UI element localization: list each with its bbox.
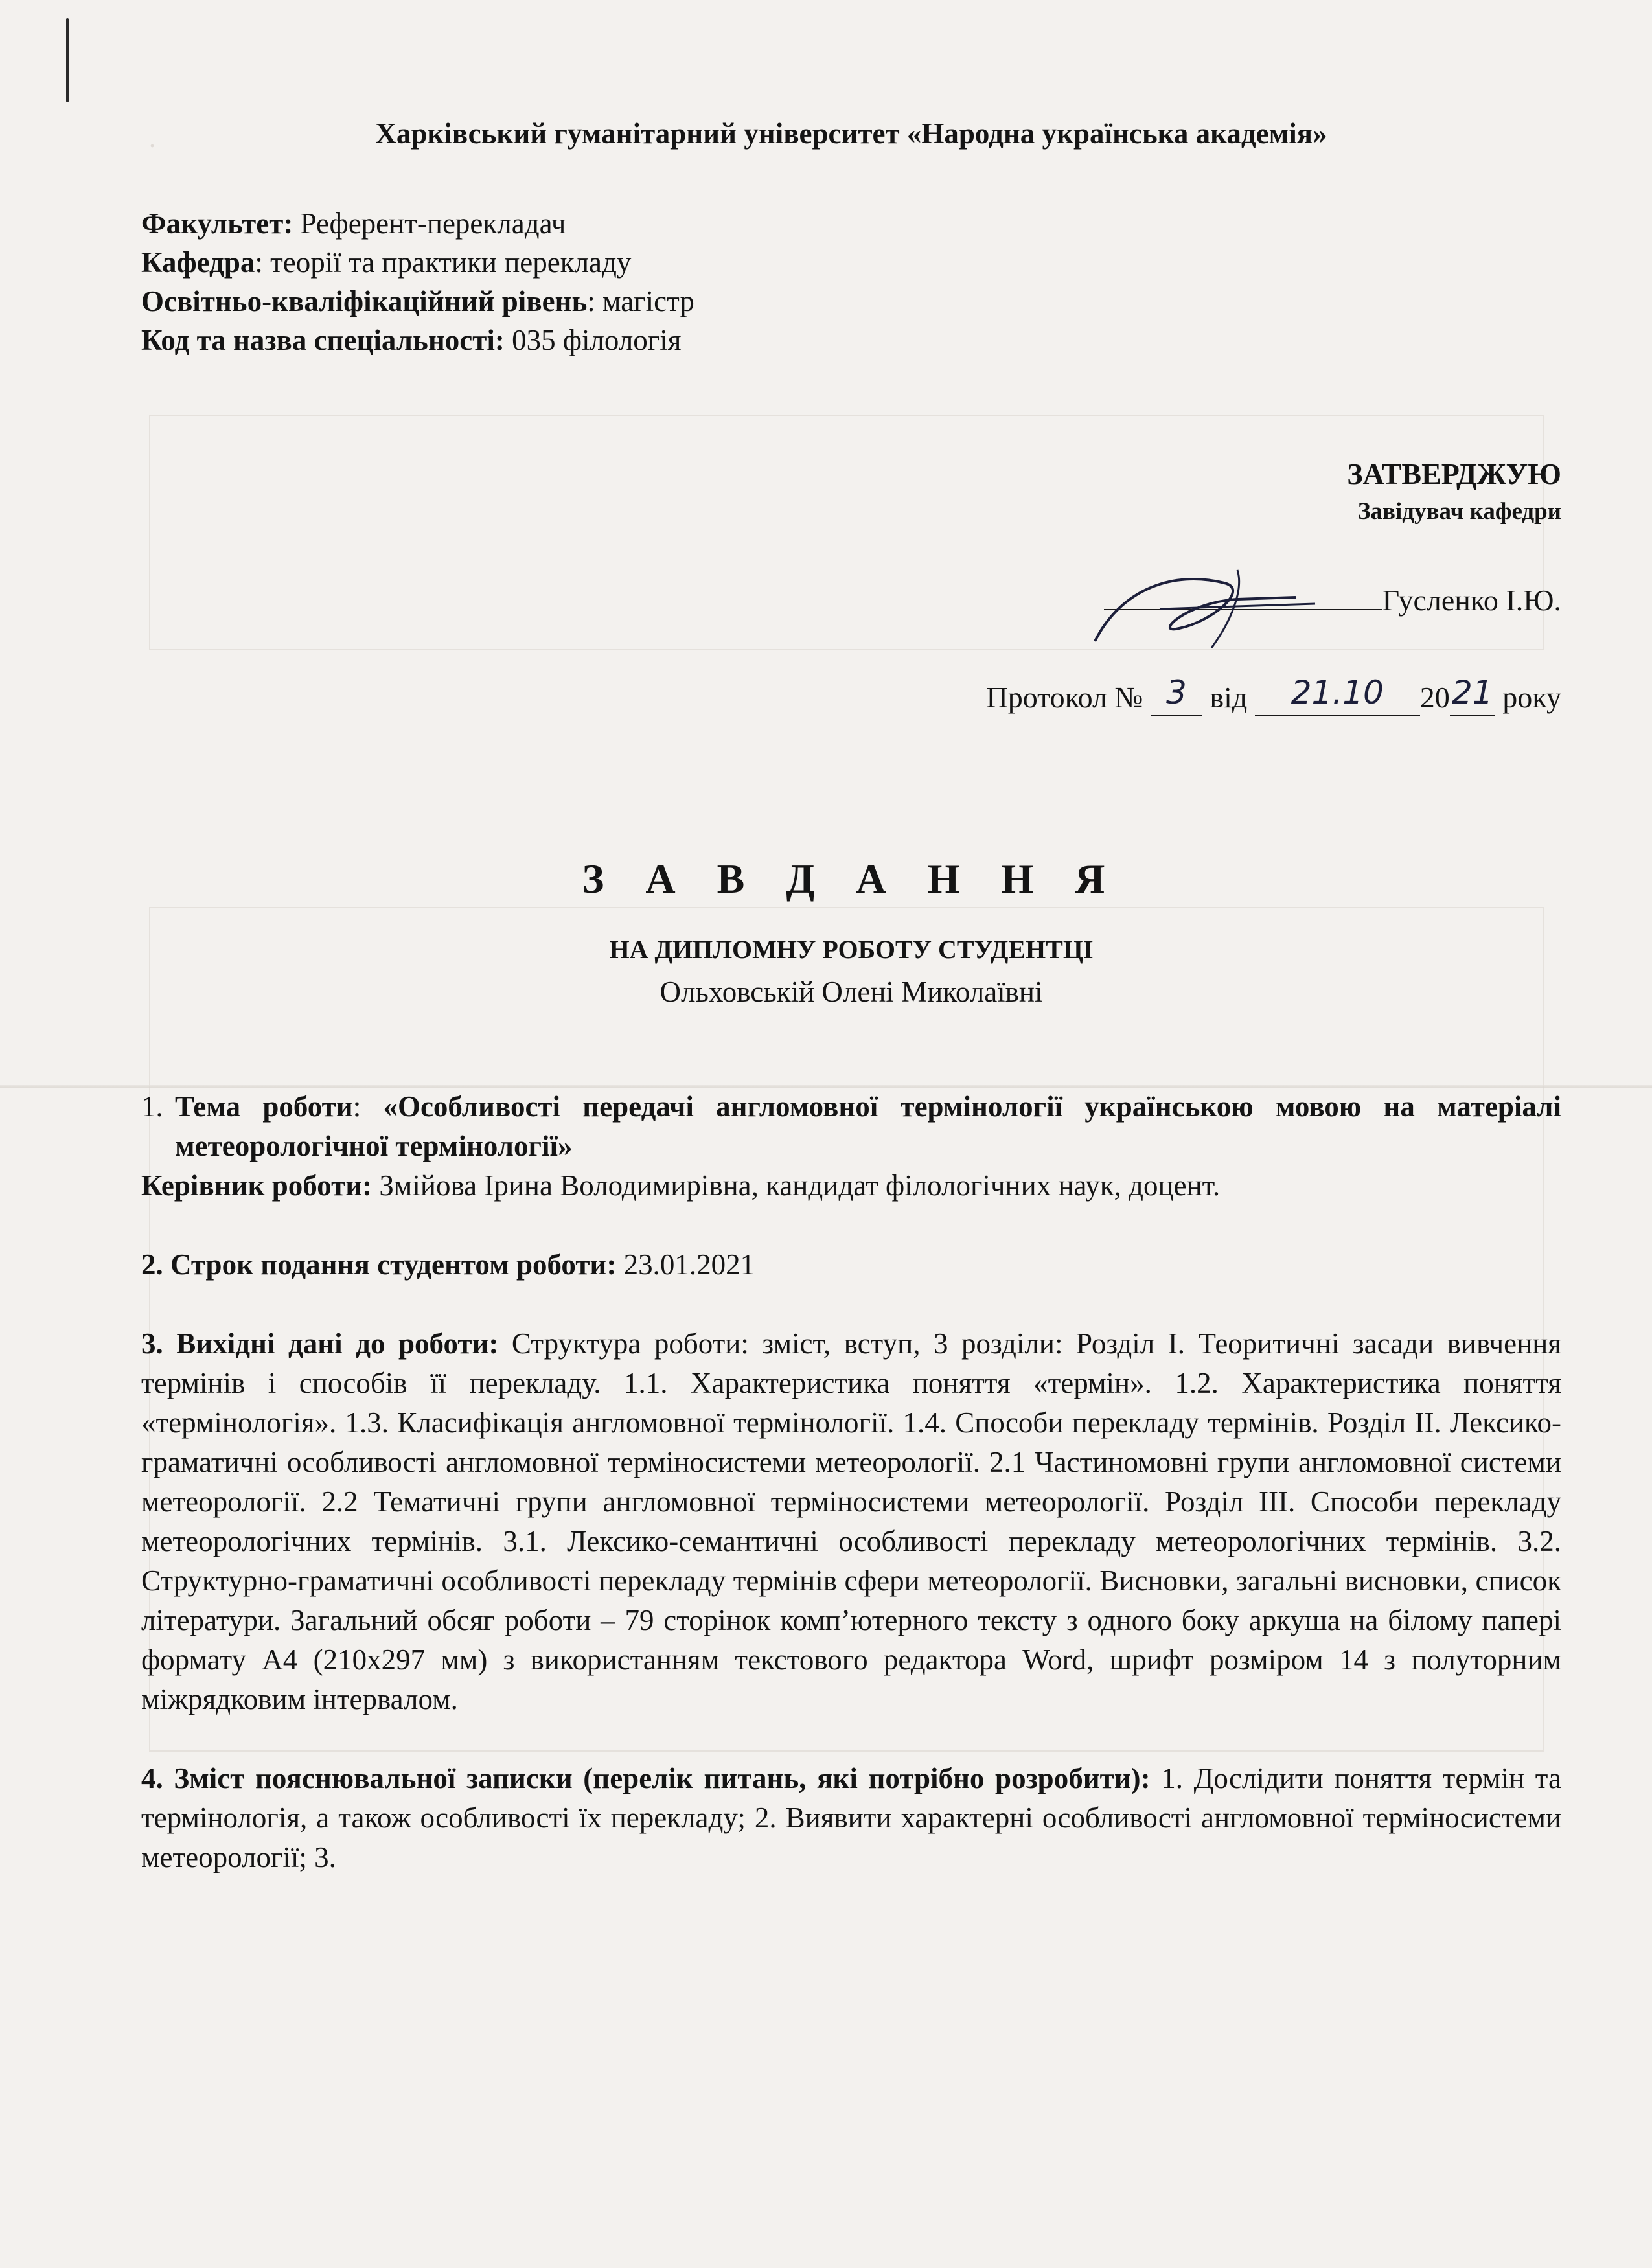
meta-specialty: Код та назва спеціальності: 035 філологія bbox=[141, 324, 682, 356]
protocol-date: 21.10 bbox=[1291, 674, 1384, 711]
head-name: Гусленко І.Ю. bbox=[1382, 584, 1561, 617]
supervisor-line: Керівник роботи: Змійова Ірина Володимирівна, кандидат філологічних наук, доцент. bbox=[141, 1169, 1221, 1202]
deadline-line: 2. Строк подання студентом роботи: 23.01.2021 bbox=[141, 1248, 755, 1281]
protocol-date-field bbox=[1255, 674, 1420, 716]
meta-faculty: Факультет: Референт-перекладач bbox=[141, 207, 566, 240]
contents-paragraph: 4. Зміст пояснювальної записки (перелік питань, які потрібно розробити): 1. Дослідити поняття термін та термінологія, а також особливості їх перекладу; 2. Виявити характерні особливості англомовної терміносистеми метеорології; 3. bbox=[141, 1762, 1561, 1873]
task-body bbox=[141, 1087, 1561, 1877]
approval-title: ЗАТВЕРДЖУЮ bbox=[1347, 457, 1561, 490]
topic-label: Тема роботи bbox=[175, 1090, 353, 1123]
protocol-number: 3 bbox=[1165, 674, 1187, 711]
bleed-through-reverse-side: . bbox=[0, 0, 1652, 2268]
approval-block bbox=[1347, 453, 1561, 529]
task-subtitle: НА ДИПЛОМНУ РОБОТУ СТУДЕНТЦІ bbox=[609, 935, 1094, 964]
protocol-label: Протокол № bbox=[986, 681, 1143, 714]
metadata-block bbox=[141, 204, 1561, 360]
meta-department: Кафедра: теорії та практики перекладу bbox=[141, 246, 632, 279]
approval-role: Завідувач кафедри bbox=[1357, 498, 1561, 525]
year-word: року bbox=[1502, 681, 1561, 714]
topic-item: 1. Тема роботи: «Особливості передачі англомовної термінології українською мовою на матеріалі метеорологічної термінології» bbox=[141, 1090, 1561, 1162]
year-prefix: 20 bbox=[1419, 681, 1450, 714]
protocol-number-field bbox=[1151, 674, 1202, 716]
head-signature-scribble bbox=[1082, 564, 1419, 661]
year-field bbox=[1450, 674, 1495, 716]
input-data-paragraph: 3. Вихідні дані до роботи: Структура роботи: зміст, вступ, 3 розділи: Розділ І. Теоритичні засади вивчення термінів і способів її перекладу. 1.1. Характеристика поняття «термін». 1.2. Характеристика поняття «термінологія». 1.3. Класифікація англомовної термінології. 1.4. Способи перекладу термінів. Розділ ІІ. Лексико-граматичні особливості англомовної терміносистеми метеорології. 2.1 Частиномовні групи англомовної системи метеорології. 2.2 Тематичні групи англомовної терміносистеми метеорології. Розділ ІІІ. Способи перекладу метеорологічних термінів. 3.1. Лексико-семантичні особливості перекладу метеорологічних термінів. 3.2. Структурно-граматичні особливості перекладу термінів сфери метеорології. Висновки, загальні висновки, список літератури. Загальний обсяг роботи – 79 сторінок комп’ютерного тексту з одного боку аркуша на білому папері формату А4 (210х297 мм) з використанням текстового редактора Word, шрифт розміром 14 з полуторним міжрядковим інтервалом. bbox=[141, 1327, 1561, 1715]
meta-level: Освітньо-кваліфікаційний рівень: магістр bbox=[141, 285, 694, 317]
year-suffix: 21 bbox=[1451, 674, 1493, 711]
student-name: Ольховській Олені Миколаївні bbox=[660, 976, 1043, 1008]
protocol-line bbox=[986, 674, 1561, 716]
task-title: З А В Д А Н Н Я bbox=[582, 856, 1121, 902]
protocol-from: від bbox=[1210, 681, 1248, 714]
university-name: Харківський гуманітарний університет «Народна українська академія» bbox=[375, 117, 1327, 150]
pen-mark bbox=[66, 18, 69, 102]
topic-value: «Особливості передачі англомовної термінології українською мовою на матеріалі метеорологічної термінології» bbox=[175, 1090, 1561, 1162]
